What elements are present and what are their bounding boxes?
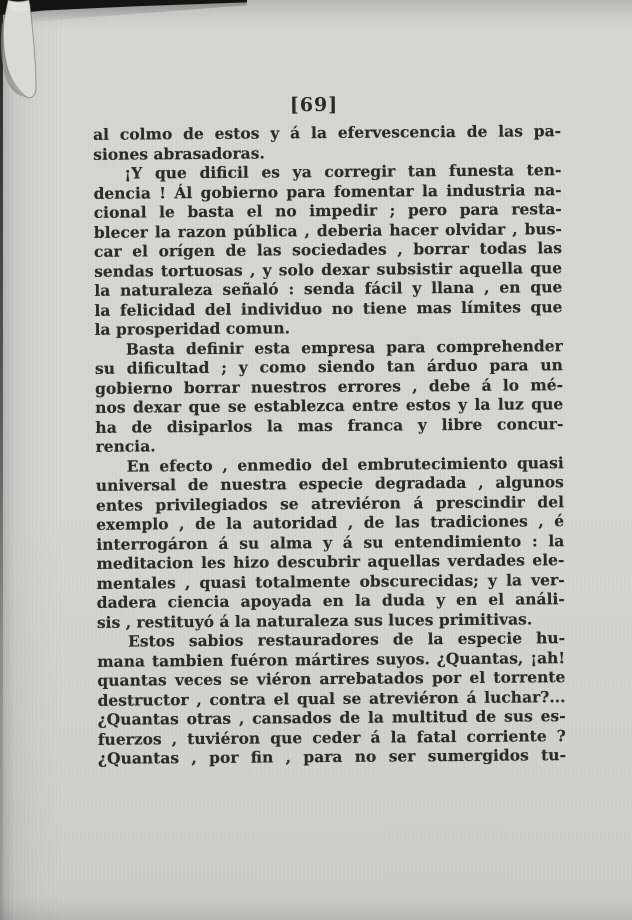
text-line: car el orígen de las sociedades , borrar todas las: [93, 238, 563, 261]
text-line: destructor , contra el qual se atreviéron á luchar?...: [97, 686, 566, 710]
page-left-edge-shadow: [0, 0, 3, 920]
text-line: nos dexar que se establezca entre estos y la luz que: [95, 394, 564, 417]
text-line: meditacion les hizo descubrir aquellas verdades ele-: [96, 550, 565, 573]
bookmark-tab: [0, 0, 46, 108]
text-line: blecer la razon pública , deberia hacer olvidar , bus-: [93, 218, 562, 242]
text-line: Basta definir esta empresa para comprehender: [125, 335, 563, 359]
text-line: fuerzos , tuviéron que ceder á la fatal corriente ?: [97, 725, 566, 749]
text-line: exemplo , de la autoridad , de las tradiciones , é: [96, 511, 565, 534]
text-line: dencia ! Ál gobierno para fomentar la industria na-: [93, 179, 562, 203]
text-line: ¡Y que dificil es ya corregir tan funesta ten-: [124, 160, 562, 183]
text-line: siones abrasadoras.: [93, 142, 265, 164]
text-line: ¿Quantas , por fin , para no ser sumergidos tu-: [97, 745, 567, 768]
text-line: quantas veces se viéron arrebatados por el torrente: [97, 667, 566, 690]
text-line: la naturaleza señaló : senda fácil y llana , en que: [94, 277, 563, 300]
text-line: dadera ciencia apoyada en la duda y en el análi-: [96, 589, 565, 612]
text-line: interrogáron á su alma y á su entendimiento : la: [96, 530, 565, 554]
text-line: ha de disiparlos la mas franca y libre concur-: [95, 413, 564, 437]
text-line: rencia.: [95, 436, 156, 456]
text-line: su dificultad ; y como siendo tan árduo para un: [94, 355, 563, 378]
text-block: [93, 121, 566, 768]
text-line: universal de nuestra especie degradada , algunos: [95, 472, 564, 495]
text-line: gobierno borrar nuestros errores , debe á lo mé-: [94, 374, 564, 398]
text-line: mentales , quasi totalmente obscurecidas; y la ver-: [96, 569, 565, 593]
text-line: entes privilegiados se atreviéron á prescindir del: [95, 491, 565, 515]
text-line: ¿Quantas otras , cansados de la multitud de sus es-: [97, 706, 566, 729]
text-line: la felicidad del individuo no tiene mas límites que: [94, 296, 563, 320]
text-line: sendas tortuosas , y solo dexar subsistir aquella que: [94, 257, 563, 281]
text-line: cional le basta el no impedir ; pero para resta-: [93, 199, 562, 222]
text-line: Estos sabios restauradores de la especie hu-: [127, 628, 566, 651]
text-line: al colmo de estos y á la efervescencia de las pa-: [93, 121, 562, 144]
text-line: mana tambien fuéron mártires suyos. ¿Quantas, ¡ah!: [97, 647, 566, 671]
text-line: la prosperidad comun.: [94, 318, 291, 339]
text-line: En efecto , enmedio del embrutecimiento quasi: [126, 452, 564, 476]
text-line: sis , restituyó á la naturaleza sus luces primitivas.: [96, 608, 533, 632]
page-number: [69]: [289, 93, 339, 117]
